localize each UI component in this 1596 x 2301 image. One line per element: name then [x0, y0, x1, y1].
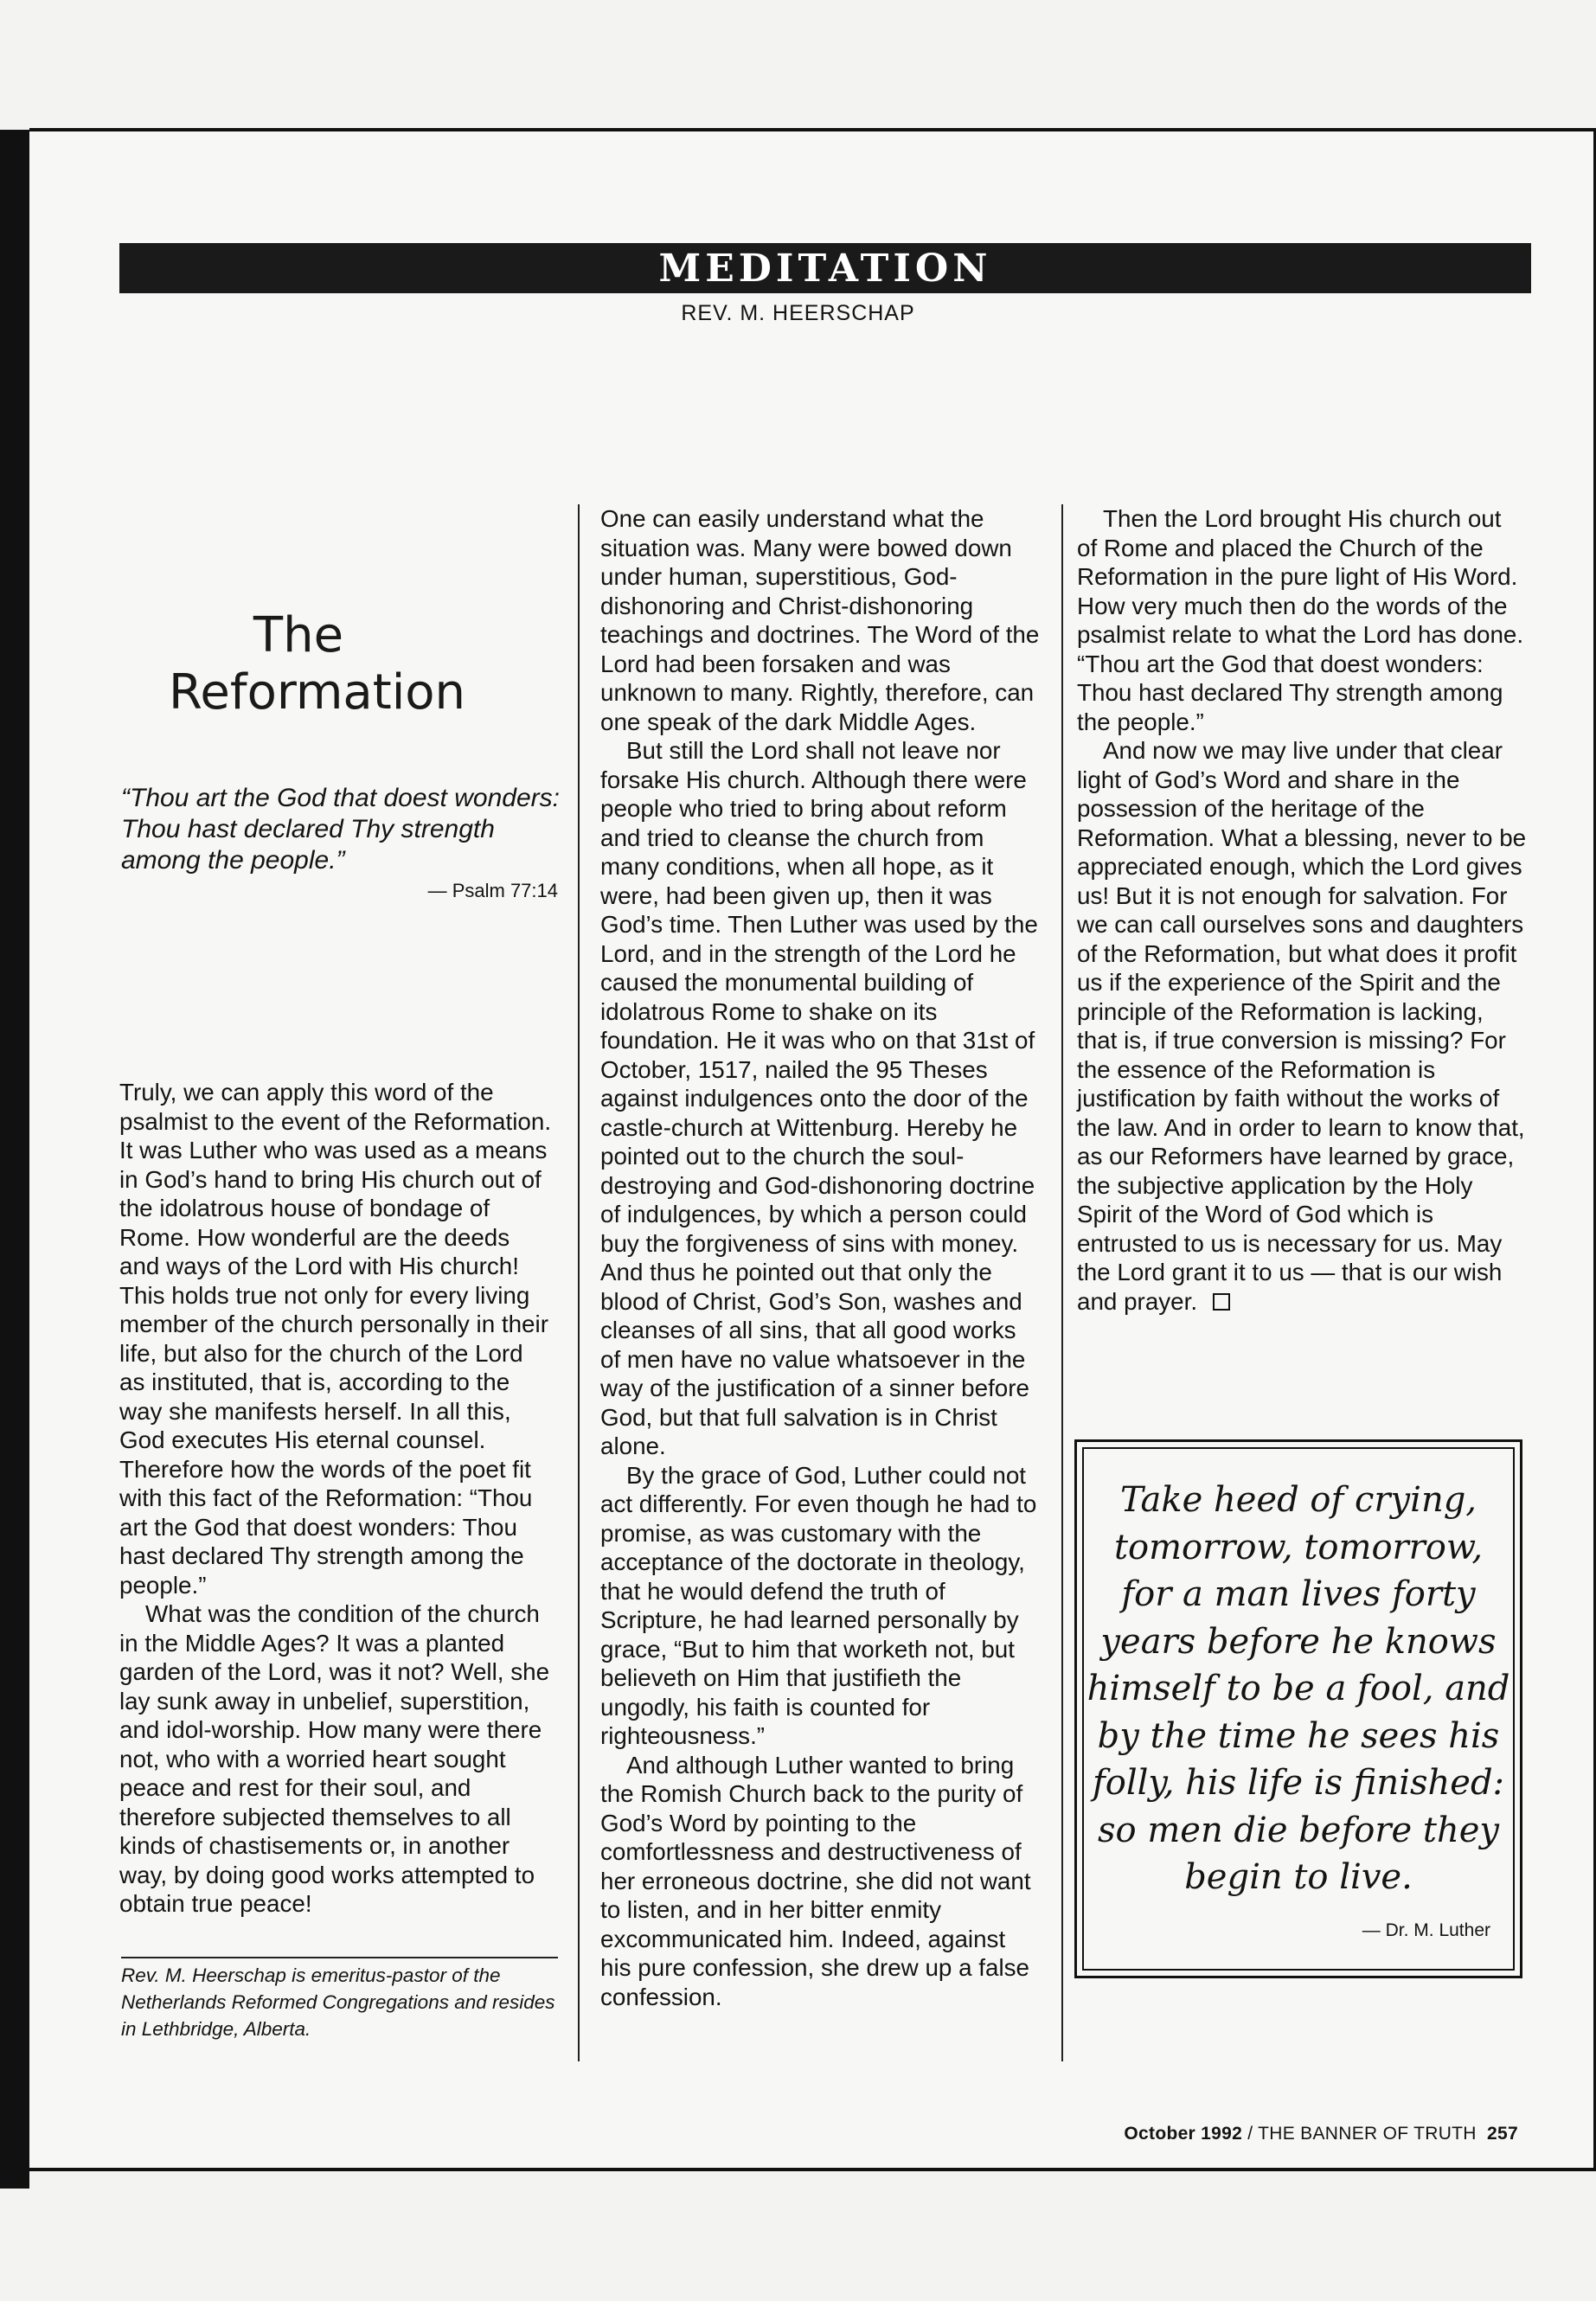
- footer-page-number: 257: [1487, 2124, 1518, 2144]
- column-divider: [578, 504, 580, 2061]
- article-title-line1: The: [253, 607, 344, 663]
- article-title: [169, 607, 465, 721]
- pull-quote-inner-border: [1082, 1447, 1515, 1971]
- end-mark-icon: [1213, 1293, 1230, 1311]
- section-title: MEDITATION: [658, 246, 992, 291]
- column-3: [1077, 504, 1527, 1316]
- paragraph: But still the Lord shall not leave nor forsake His church. Although there were people who tried to bring about reform and tried to cleanse the church from many conditions, when all hope, as it were, had been given up, then it was God’s time. Then Luther was used by the Lord, and in the strength of the Lord he caused the monumental building of idolatrous Rome to shake on its foundation. He it was who on that 31st of October, 1517, nailed the 95 Theses against indulgences onto the door of the castle-church at Wittenburg. Hereby he pointed out to the church the soul-destroying and God-dishonoring doctrine of indulgences, by which a person could buy the forgiveness of sins with money. And thus he pointed out that only the blood of Christ, God’s Son, washes and cleanses of all sins, that all good works of men have no value whatsoever in the way of the justification of a sinner before God, but that full salvation is in Christ alone.: [600, 737, 1038, 1459]
- author-byline: REV. M. HEERSCHAP: [681, 301, 915, 325]
- page-footer: [1124, 2124, 1518, 2144]
- paragraph: [1077, 736, 1527, 1316]
- column-1: [119, 1078, 552, 1919]
- bio-divider: [121, 1957, 558, 1958]
- column-2: [600, 504, 1040, 2011]
- footer-separator: /: [1242, 2124, 1259, 2144]
- column-divider: [1061, 504, 1063, 2061]
- footer-date: October 1992: [1124, 2124, 1243, 2144]
- pull-quote-attribution: — Dr. M. Luther: [1362, 1920, 1490, 1940]
- author-bio: Rev. M. Heerschap is emeritus-pastor of the Netherlands Reformed Congregations and resides in Lethbridge, Alberta.: [121, 1965, 555, 2040]
- footer-publication: THE BANNER OF TRUTH: [1258, 2124, 1477, 2144]
- paragraph: Then the Lord brought His church out of Rome and placed the Church of the Reformation in the pure light of His Word. How very much then do the words of the psalmist relate to what the Lord has done. “Thou art the God that doest wonders: Thou hast declared Thy strength among the people.”: [1077, 505, 1524, 735]
- article-title-line2: Reformation: [169, 664, 465, 721]
- paragraph: And although Luther wanted to bring the Romish Church back to the purity of God’s Word by pointing to the comfortlessness and destructiveness of her erroneous doctrine, she did not want to listen, and in her bitter enmity excommunicated him. Indeed, against his pure confession, she drew up a false confession.: [600, 1751, 1031, 2010]
- paragraph: What was the condition of the church in the Middle Ages? It was a planted garden of the Lord, was it not? Well, she lay sunk away in unbelief, superstition, and idol-worship. How many were there not, who with a worried heart sought peace and rest for their soul, and therefore subjected themselves to all kinds of chastisements or, in another way, by doing good works attempted to obtain true peace!: [119, 1600, 550, 1917]
- section-header-bar: [119, 243, 1531, 293]
- paragraph-text: And now we may live under that clear light of God’s Word and share in the possession of the heritage of the Reformation. What a blessing, never to be appreciated enough, which the Lord gives us! But it is not enough for salvation. For we can call ourselves sons and daughters of the Reformation, but what does it profit us if the experience of the Spirit and the principle of the Reformation is lacking, that is, if true conversion is missing? For the essence of the Reformation is justification by faith without the works of the law. And in order to learn to know that, as our Reformers have learned by grace, the subjective application by the Holy Spirit of the Word of God which is entrusted to us is necessary for us. May the Lord grant it to us — that is our wish and prayer.: [1077, 737, 1527, 1315]
- paragraph: Truly, we can apply this word of the psalmist to the event of the Reformation. It was Luther who was used as a means in God’s hand to bring His church out of the idolatrous house of bondage of Rome. How wonderful are the deeds and ways of the Lord with His church! This holds true not only for every living member of the church personally in their life, but also for the church of the Lord as instituted, that is, according to the way she manifests herself. In all this, God executes His eternal counsel. Therefore how the words of the poet fit with this fact of the Reformation: “Thou art the God that doest wonders: Thou hast declared Thy strength among the people.”: [119, 1079, 552, 1599]
- scan-edge: [0, 130, 29, 2189]
- epigraph-reference: — Psalm 77:14: [427, 880, 558, 901]
- epigraph-quote: “Thou art the God that doest wonders: Thou hast declared Thy strength among the people.”: [121, 784, 560, 875]
- pull-quote-box: [1074, 1439, 1522, 1978]
- paragraph: One can easily understand what the situation was. Many were bowed down under human, superstitious, God-dishonoring and Christ-dishonoring teachings and doctrines. The Word of the Lord had been forsaken and was unknown to many. Rightly, therefore, can one speak of the dark Middle Ages.: [600, 505, 1040, 735]
- paragraph: By the grace of God, Luther could not act differently. For even though he had to promise, as was customary with the acceptance of the doctorate in theology, that he would defend the truth of Scripture, he had learned personally by grace, “But to him that worketh not, but believeth on Him that justifieth the ungodly, his faith is counted for righteousness.”: [600, 1461, 1037, 1749]
- pull-quote-text: Take heed of crying, tomorrow, tomorrow, for a man lives forty years before he knows himself to be a fool, and by the time he sees his folly, his life is finished: so men die before they begin to live.: [1086, 1480, 1510, 1897]
